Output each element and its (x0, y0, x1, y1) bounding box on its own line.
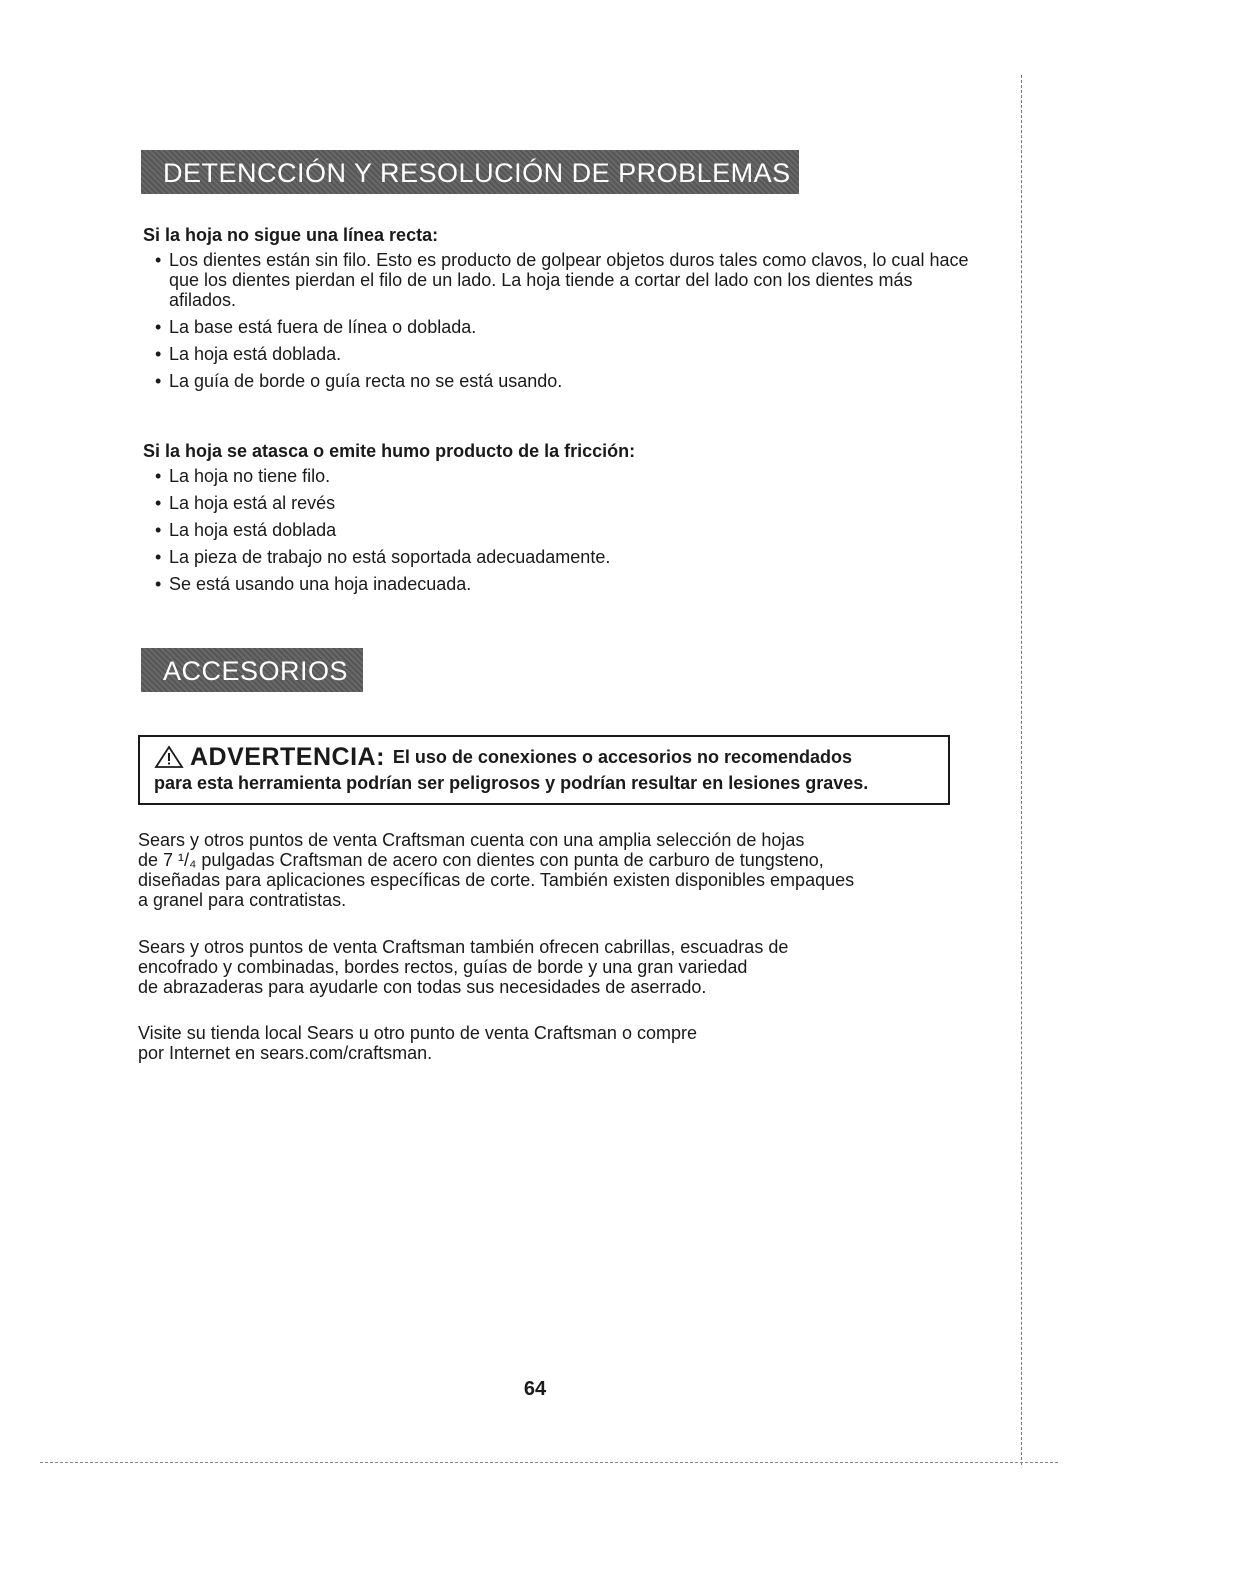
accessories-paragraph: Visite su tienda local Sears u otro punto de venta Craftsman o compre por Internet en sears.com/craftsman. (138, 1023, 697, 1063)
warning-triangle-icon (154, 745, 184, 769)
warning-box (138, 735, 950, 805)
troubleshooting-group-straight-line (143, 224, 973, 398)
group-title: Si la hoja se atasca o emite humo producto de la fricción: (143, 441, 636, 461)
troubleshooting-group-binding (143, 440, 973, 601)
warning-text: El uso de conexiones o accesorios no recomendados (392, 747, 853, 767)
bullet-icon: • (155, 520, 162, 540)
warning-title: ADVERTENCIA: (190, 743, 385, 771)
bullet-icon: • (155, 574, 162, 594)
group-title: Si la hoja no sigue una línea recta: (143, 225, 439, 245)
bullet-icon: • (155, 493, 162, 513)
trim-line-horizontal (40, 1462, 1058, 1463)
accessories-paragraph: Sears y otros puntos de venta Craftsman también ofrecen cabrillas, escuadras de encofrado y combinadas, bordes rectos, guías de borde y una gran variedad de abrazaderas para ayudarle con todas sus necesidades de aserrado. (138, 937, 789, 997)
list-item: • La hoja no tiene filo. (155, 466, 331, 486)
bullet-list (143, 466, 973, 594)
accessories-paragraph: Sears y otros puntos de venta Craftsman cuenta con una amplia selección de hojas de 7 ¹/₄ pulgadas Craftsman de acero con dientes con punta de carburo de tungsteno, diseñadas para aplicaciones específicas de corte. También existen disponibles empaques a granel para contratistas. (138, 830, 855, 910)
trim-line-vertical (1021, 75, 1022, 1465)
bullet-icon: • (155, 371, 162, 391)
bullet-icon: • (155, 466, 162, 486)
bullet-icon: • (155, 317, 162, 337)
bullet-icon: • (155, 344, 162, 364)
list-item: • La pieza de trabajo no está soportada adecuadamente. (155, 547, 611, 567)
warning-text: para esta herramienta podrían ser peligrosos y podrían resultar en lesiones graves. (154, 773, 869, 793)
list-item: • Los dientes están sin filo. Esto es producto de golpear objetos duros tales como clavos, lo cual hace que los dientes pierdan el filo de un lado. La hoja tiende a cortar del lado con los dientes más afilados. (155, 250, 969, 310)
list-item: • La hoja está doblada (155, 520, 337, 540)
troubleshooting-header: DETENCCIÓN Y RESOLUCIÓN DE PROBLEMAS (141, 150, 799, 194)
list-item: • La hoja está doblada. (155, 344, 342, 364)
page-number: 64 (523, 1378, 547, 1400)
list-item: • La base está fuera de línea o doblada. (155, 317, 477, 337)
bullet-icon: • (155, 547, 162, 567)
accessories-header: ACCESORIOS (141, 648, 363, 692)
bullet-list (143, 250, 973, 391)
list-item: • La guía de borde o guía recta no se está usando. (155, 371, 563, 391)
bullet-icon: • (155, 250, 162, 270)
list-item: • Se está usando una hoja inadecuada. (155, 574, 472, 594)
list-item: • La hoja está al revés (155, 493, 336, 513)
